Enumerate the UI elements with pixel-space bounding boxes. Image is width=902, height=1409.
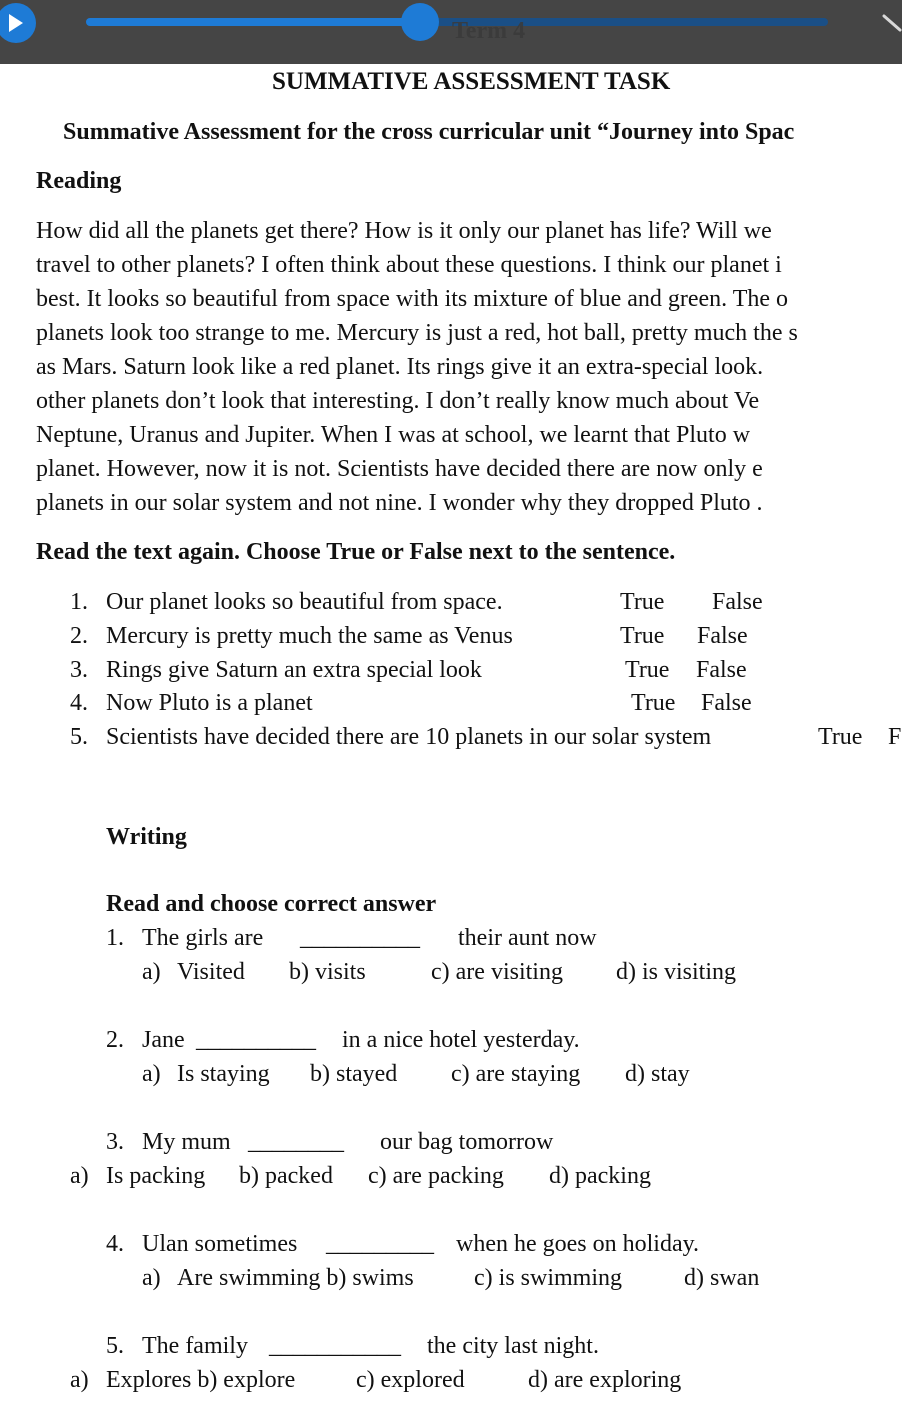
false-option: False: [696, 657, 747, 683]
option-prefix: a): [142, 1061, 161, 1087]
item-text: Mercury is pretty much the same as Venus: [106, 623, 513, 649]
option: d) is visiting: [616, 959, 737, 985]
question-prompt: Jane: [142, 1027, 185, 1053]
progress-fill: [86, 18, 420, 26]
chevron-icon[interactable]: [882, 14, 902, 34]
passage-line: travel to other planets? I often think about these questions. I think our planet i: [36, 252, 782, 278]
question-prompt: Ulan sometimes: [142, 1231, 298, 1257]
item-number: 5.: [70, 724, 88, 750]
false-option: False: [712, 589, 763, 615]
option-prefix: a): [70, 1163, 89, 1189]
question-number: 5.: [106, 1333, 124, 1359]
question-prompt: The girls are: [142, 925, 264, 951]
passage-line: other planets don’t look that interesting. I don’t really know much about Ve: [36, 388, 760, 414]
reading-passage: [36, 214, 902, 520]
true-option: True: [631, 690, 676, 716]
answer-blank: ________: [248, 1129, 344, 1155]
item-text: Rings give Saturn an extra special look: [106, 657, 482, 683]
question-rest: their aunt now: [458, 925, 597, 951]
question-rest: when he goes on holiday.: [456, 1231, 700, 1257]
term-label: Term 4: [452, 18, 526, 44]
passage-line: best. It looks so beautiful from space with its mixture of blue and green. The o: [36, 286, 789, 312]
question-rest: the city last night.: [427, 1333, 599, 1359]
question-number: 4.: [106, 1231, 124, 1257]
media-toolbar: [0, 0, 902, 64]
true-option: True: [625, 657, 670, 683]
play-icon: [8, 13, 24, 33]
page-title: SUMMATIVE ASSESSMENT TASK: [272, 68, 671, 95]
passage-line: planets look too strange to me. Mercury is just a red, hot ball, pretty much the s: [36, 320, 798, 346]
option: c) are staying: [451, 1061, 581, 1087]
reading-heading: Reading: [36, 168, 122, 194]
writing-instruction: Read and choose correct answer: [106, 891, 437, 917]
item-number: 3.: [70, 657, 88, 683]
question-number: 3.: [106, 1129, 124, 1155]
item-text: Now Pluto is a planet: [106, 690, 313, 716]
progress-handle[interactable]: [401, 3, 439, 41]
option: b) packed: [239, 1163, 333, 1189]
option: Are swimming b) swims: [177, 1265, 414, 1291]
true-option: True: [818, 724, 863, 750]
item-number: 1.: [70, 589, 88, 615]
option-prefix: a): [142, 959, 161, 985]
option: Explores b) explore: [106, 1367, 296, 1393]
passage-line: planets in our solar system and not nine. I wonder why they dropped Pluto .: [36, 490, 763, 516]
passage-line: Neptune, Uranus and Jupiter. When I was at school, we learnt that Pluto w: [36, 422, 751, 448]
option: c) are packing: [368, 1163, 504, 1189]
question-prompt: The family: [142, 1333, 248, 1359]
question-prompt: My mum: [142, 1129, 231, 1155]
false-option: F: [888, 724, 902, 750]
option: d) are exploring: [528, 1367, 682, 1393]
option: c) are visiting: [431, 959, 563, 985]
true-option: True: [620, 589, 665, 615]
item-number: 4.: [70, 690, 88, 716]
question-number: 2.: [106, 1027, 124, 1053]
item-text: Our planet looks so beautiful from space.: [106, 589, 503, 615]
item-number: 2.: [70, 623, 88, 649]
item-text: Scientists have decided there are 10 planets in our solar system: [106, 724, 712, 750]
option: d) swan: [684, 1265, 760, 1291]
true-false-instruction: Read the text again. Choose True or False next to the sentence.: [36, 539, 676, 565]
option: b) visits: [289, 959, 366, 985]
writing-heading: Writing: [106, 824, 187, 850]
option: d) packing: [549, 1163, 651, 1189]
play-button[interactable]: [0, 3, 36, 43]
question-rest: our bag tomorrow: [380, 1129, 554, 1155]
answer-blank: __________: [300, 925, 420, 951]
passage-line: planet. However, now it is not. Scientists have decided there are now only e: [36, 456, 763, 482]
option: Visited: [177, 959, 245, 985]
answer-blank: _________: [326, 1231, 434, 1257]
option: b) stayed: [310, 1061, 398, 1087]
answer-blank: ___________: [269, 1333, 401, 1359]
option: Is staying: [177, 1061, 270, 1087]
passage-line: as Mars. Saturn look like a red planet. Its rings give it an extra-special look.: [36, 354, 764, 380]
option: c) is swimming: [474, 1265, 622, 1291]
option: d) stay: [625, 1061, 690, 1087]
question-number: 1.: [106, 925, 124, 951]
question-rest: in a nice hotel yesterday.: [342, 1027, 580, 1053]
option: c) explored: [356, 1367, 465, 1393]
option: Is packing: [106, 1163, 206, 1189]
passage-line: How did all the planets get there? How is it only our planet has life? Will we: [36, 218, 772, 244]
option-prefix: a): [70, 1367, 89, 1393]
answer-blank: __________: [196, 1027, 316, 1053]
option-prefix: a): [142, 1265, 161, 1291]
true-option: True: [620, 623, 665, 649]
false-option: False: [701, 690, 752, 716]
false-option: False: [697, 623, 748, 649]
page-subtitle: Summative Assessment for the cross curricular unit “Journey into Spac: [63, 119, 795, 145]
